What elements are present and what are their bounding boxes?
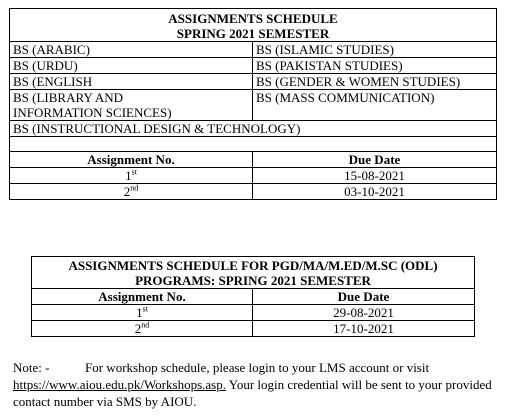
workshops-link[interactable]: https://www.aiou.edu.pk/Workshops.asp. <box>13 377 226 392</box>
schedule-title-line1: ASSIGNMENTS SCHEDULE FOR PGD/MA/M.ED/M.SC (ODL) <box>68 258 438 273</box>
schedule-title-line1: ASSIGNMENTS SCHEDULE <box>168 11 338 26</box>
due-date: 03-10-2021 <box>253 184 497 200</box>
table-row <box>10 184 497 200</box>
table-row <box>32 305 475 321</box>
col-header-due-date: Due Date <box>253 289 475 305</box>
table-row <box>10 168 497 184</box>
schedule-title <box>32 257 475 289</box>
schedule-title-line2: PROGRAMS: SPRING 2021 SEMESTER <box>135 273 371 288</box>
assignment-number: 2nd <box>10 184 253 200</box>
program-cell: BS (ARABIC) <box>10 42 253 58</box>
assignment-number: 1st <box>10 168 253 184</box>
schedule-title <box>10 9 497 42</box>
due-date: 29-08-2021 <box>253 305 475 321</box>
due-date: 17-10-2021 <box>253 321 475 337</box>
program-cell: BS (ENGLISH <box>10 74 253 90</box>
program-cell: BS (ISLAMIC STUDIES) <box>253 42 497 58</box>
assignment-number: 2nd <box>32 321 253 337</box>
note-text-after: Your login credential will be sent to your provided contact number via SMS by AIOU. <box>13 377 492 409</box>
program-cell: BS (URDU) <box>10 58 253 74</box>
col-header-assignment: Assignment No. <box>10 152 253 168</box>
spacer-row <box>10 137 497 152</box>
col-header-assignment: Assignment No. <box>32 289 253 305</box>
col-header-due-date: Due Date <box>253 152 497 168</box>
note-label: Note: - <box>13 360 50 375</box>
program-cell: BS (MASS COMMUNICATION) <box>253 90 497 121</box>
table-row <box>32 321 475 337</box>
schedule-title-line2: SPRING 2021 SEMESTER <box>176 26 330 41</box>
assignments-schedule-table <box>9 8 497 200</box>
note-text-before: For workshop schedule, please login to your LMS account or visit <box>85 360 430 375</box>
due-date: 15-08-2021 <box>253 168 497 184</box>
note-paragraph <box>13 359 497 410</box>
program-cell-full: BS (INSTRUCTIONAL DESIGN & TECHNOLOGY) <box>10 121 497 137</box>
program-cell: BS (PAKISTAN STUDIES) <box>253 58 497 74</box>
program-cell: BS (GENDER & WOMEN STUDIES) <box>253 74 497 90</box>
odl-assignments-schedule-table <box>31 256 475 337</box>
assignment-number: 1st <box>32 305 253 321</box>
program-cell: BS (LIBRARY AND INFORMATION SCIENCES) <box>10 90 253 121</box>
